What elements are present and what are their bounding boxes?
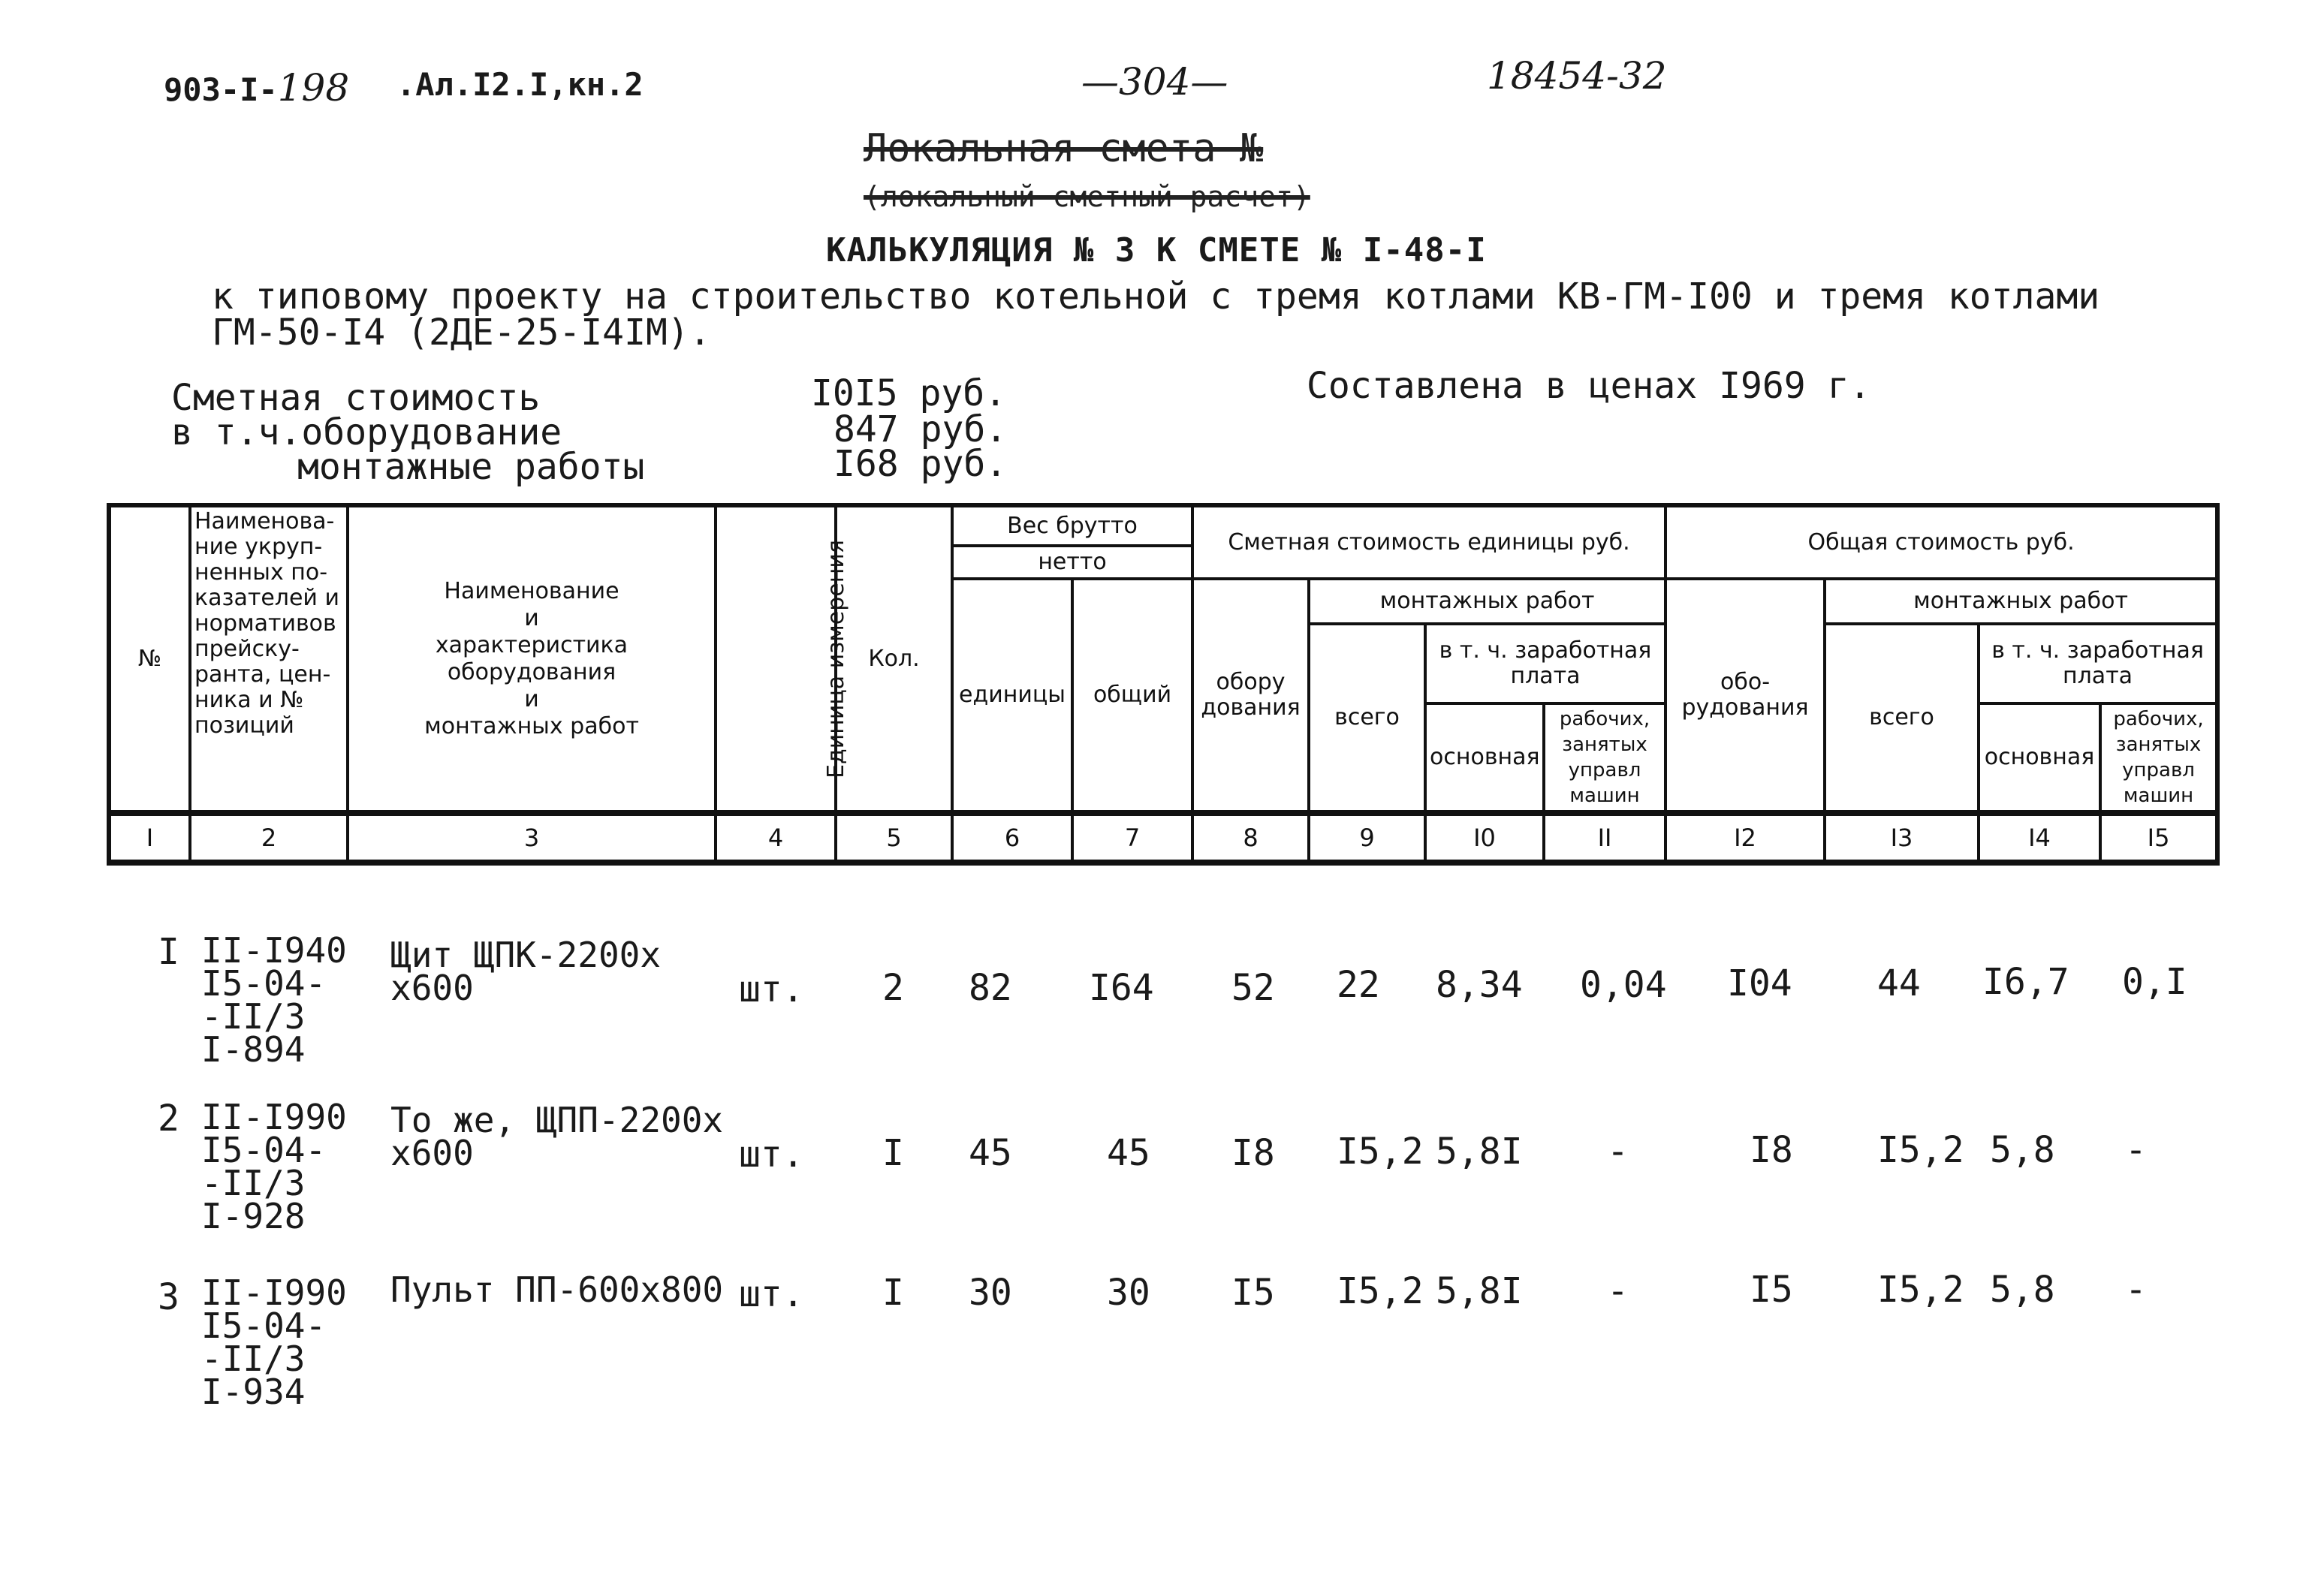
col-num: II <box>1544 813 1665 863</box>
row-installation-total: 44 <box>1877 962 1921 1004</box>
code-line: I5-04- <box>201 963 327 1004</box>
header-description-line3: характеристика <box>435 631 628 658</box>
row-description <box>390 1269 724 1310</box>
row-equipment-total: I5 <box>1750 1269 1793 1311</box>
row-unit: шт. <box>739 968 804 1010</box>
col-num: I3 <box>1825 813 1979 863</box>
row-wage-basic: 5,8I <box>1436 1270 1523 1312</box>
project-subtitle-line1: к типовому проекту на строительство котельной с тремя котлами КВ-ГМ-I00 и тремя котлами <box>212 276 2100 318</box>
row-installation-all: I5,2 <box>1337 1270 1424 1312</box>
row-weight-total: 30 <box>1107 1272 1150 1314</box>
col-num: 5 <box>836 813 952 863</box>
header-weight-net: нетто <box>952 546 1192 579</box>
header-total-cost: Общая стоимость руб. <box>1665 505 2217 579</box>
header-weight: Вес брутто <box>952 505 1192 546</box>
col-num: 2 <box>190 813 348 863</box>
cost-total-label: Сметная стоимость <box>171 377 541 419</box>
row-equipment-unit: I5 <box>1231 1272 1275 1314</box>
row-quantity: I <box>882 1132 904 1174</box>
col-num: 8 <box>1192 813 1309 863</box>
row-norm-code <box>201 1097 347 1236</box>
struck-title-estimate: Локальная смета № <box>864 126 1264 171</box>
code-line: -II/3 <box>201 996 306 1037</box>
row-description <box>390 1100 724 1173</box>
code-line: I-934 <box>201 1372 306 1412</box>
header-machine-total: рабочих, занятых управл машин <box>2100 703 2217 813</box>
row-wage-machine: - <box>1607 1131 1629 1173</box>
header-weight-total: общий <box>1072 579 1192 813</box>
page-number: —304— <box>1081 60 1228 104</box>
archive-number: 18454-32 <box>1487 54 1667 98</box>
row-equipment-unit: 52 <box>1231 967 1275 1009</box>
row-norm-code <box>201 1272 347 1412</box>
row-number: I <box>158 931 179 973</box>
code-line: I5-04- <box>201 1305 327 1346</box>
row-wage-basic: 8,34 <box>1436 964 1523 1006</box>
row-wage-machine: - <box>1607 1270 1629 1312</box>
row-weight-unit: 45 <box>969 1132 1012 1174</box>
row-wage-basic-total: 5,8 <box>1990 1269 2055 1311</box>
header-machine-unit: рабочих, занятых управл машин <box>1544 703 1665 813</box>
row-unit: шт. <box>739 1134 804 1176</box>
row-installation-total: I5,2 <box>1877 1129 1964 1171</box>
header-all-total: всего <box>1825 624 1979 813</box>
column-number-row <box>109 813 2217 863</box>
document-reference <box>164 66 349 110</box>
code-line: II-I940 <box>201 930 347 971</box>
doc-ref-printed: 903-I- <box>164 71 278 108</box>
desc-line: х600 <box>390 1133 474 1173</box>
col-num: I4 <box>1979 813 2100 863</box>
col-num: 9 <box>1309 813 1425 863</box>
doc-ref-handwritten: 198 <box>277 66 350 110</box>
row-quantity: 2 <box>882 967 904 1009</box>
code-line: II-I990 <box>201 1097 347 1137</box>
col-num: 7 <box>1072 813 1192 863</box>
code-line: -II/3 <box>201 1339 306 1379</box>
row-number: 3 <box>158 1276 179 1318</box>
header-unit-cost: Сметная стоимость единицы руб. <box>1192 505 1665 579</box>
row-wage-machine-total: - <box>2125 1269 2147 1311</box>
header-equipment-total: обо-рудования <box>1665 579 1825 813</box>
row-description <box>390 935 662 1008</box>
row-weight-total: I64 <box>1089 967 1154 1009</box>
desc-line: х600 <box>390 968 474 1008</box>
header-unit <box>716 505 849 813</box>
row-wage-basic-total: 5,8 <box>1990 1129 2055 1171</box>
header-description-line5: и <box>524 685 539 712</box>
row-equipment-unit: I8 <box>1231 1132 1275 1174</box>
row-weight-unit: 82 <box>969 967 1012 1009</box>
struck-title-calculation: (локальный сметный расчет) <box>864 180 1310 213</box>
row-wage-machine-total: 0,I <box>2122 961 2187 1003</box>
header-description-line6: монтажных работ <box>424 712 639 739</box>
row-unit: шт. <box>739 1273 804 1315</box>
code-line: II-I990 <box>201 1272 347 1313</box>
col-num: I5 <box>2100 813 2217 863</box>
header-unit-text: Единица измерения <box>822 539 849 778</box>
desc-line: Щит ЩПК-2200х <box>390 935 662 975</box>
row-weight-unit: 30 <box>969 1272 1012 1314</box>
price-level-note: Составлена в ценах I969 г. <box>1307 365 1871 407</box>
row-wage-machine: 0,04 <box>1580 964 1667 1006</box>
row-norm-code <box>201 930 347 1070</box>
header-description-line4: оборудования <box>447 658 616 685</box>
header-description <box>348 505 716 813</box>
row-weight-total: 45 <box>1107 1132 1150 1174</box>
document-title: КАЛЬКУЛЯЦИЯ № 3 К СМЕТЕ № I-48-I <box>826 231 1487 270</box>
row-wage-basic-total: I6,7 <box>1982 961 2069 1003</box>
col-num: I0 <box>1425 813 1544 863</box>
col-num: I <box>109 813 190 863</box>
row-quantity: I <box>882 1272 904 1314</box>
code-line: I-894 <box>201 1029 306 1070</box>
header-installation-unit: монтажных работ <box>1309 579 1665 624</box>
row-installation-total: I5,2 <box>1877 1269 1964 1311</box>
cost-equipment-label: в т.ч.оборудование <box>171 411 562 453</box>
cost-equipment-value: 847 руб. <box>833 408 1008 450</box>
code-line: I-928 <box>201 1196 306 1236</box>
header-description-line2: и <box>524 604 539 631</box>
desc-line: То же, ЩПП-2200х <box>390 1100 724 1140</box>
header-basic-unit: основная <box>1425 703 1544 813</box>
header-description-line1: Наименование <box>444 577 619 604</box>
estimate-table-header <box>107 503 2220 866</box>
header-installation-total: монтажных работ <box>1825 579 2217 624</box>
header-equipment-unit: обору дования <box>1192 579 1309 813</box>
row-number: 2 <box>158 1098 179 1140</box>
header-number: № <box>109 505 190 813</box>
header-all-unit: всего <box>1309 624 1425 813</box>
col-num: I2 <box>1665 813 1825 863</box>
header-basic-total: основная <box>1979 703 2100 813</box>
cost-installation-value: I68 руб. <box>833 443 1008 485</box>
header-wages-unit: в т. ч. заработная плата <box>1425 624 1665 703</box>
col-num: 3 <box>348 813 716 863</box>
row-wage-basic: 5,8I <box>1436 1131 1523 1173</box>
row-equipment-total: I04 <box>1727 962 1792 1004</box>
cost-total-value: I0I5 руб. <box>811 372 1007 414</box>
album-reference: .Ал.I2.I,кн.2 <box>396 66 644 103</box>
header-wages-total: в т. ч. заработная плата <box>1979 624 2217 703</box>
code-line: I5-04- <box>201 1130 327 1170</box>
row-installation-all: I5,2 <box>1337 1131 1424 1173</box>
desc-line: Пульт ПП-600х800 <box>390 1269 724 1310</box>
row-installation-all: 22 <box>1337 964 1380 1006</box>
cost-installation-label: монтажные работы <box>297 446 645 488</box>
header-norm-code: Наименова-ние укруп-ненных по-казателей и нормативов прейску-ранта, цен-ника и № позиций <box>190 505 348 813</box>
col-num: 4 <box>716 813 836 863</box>
project-subtitle-line2: ГМ-50-I4 (2ДЕ-25-I4IМ). <box>212 312 711 354</box>
header-weight-unit: единицы <box>952 579 1072 813</box>
row-wage-machine-total: - <box>2125 1129 2147 1171</box>
code-line: -II/3 <box>201 1163 306 1203</box>
col-num: 6 <box>952 813 1072 863</box>
header-quantity: Кол. <box>836 505 952 813</box>
row-equipment-total: I8 <box>1750 1129 1793 1171</box>
